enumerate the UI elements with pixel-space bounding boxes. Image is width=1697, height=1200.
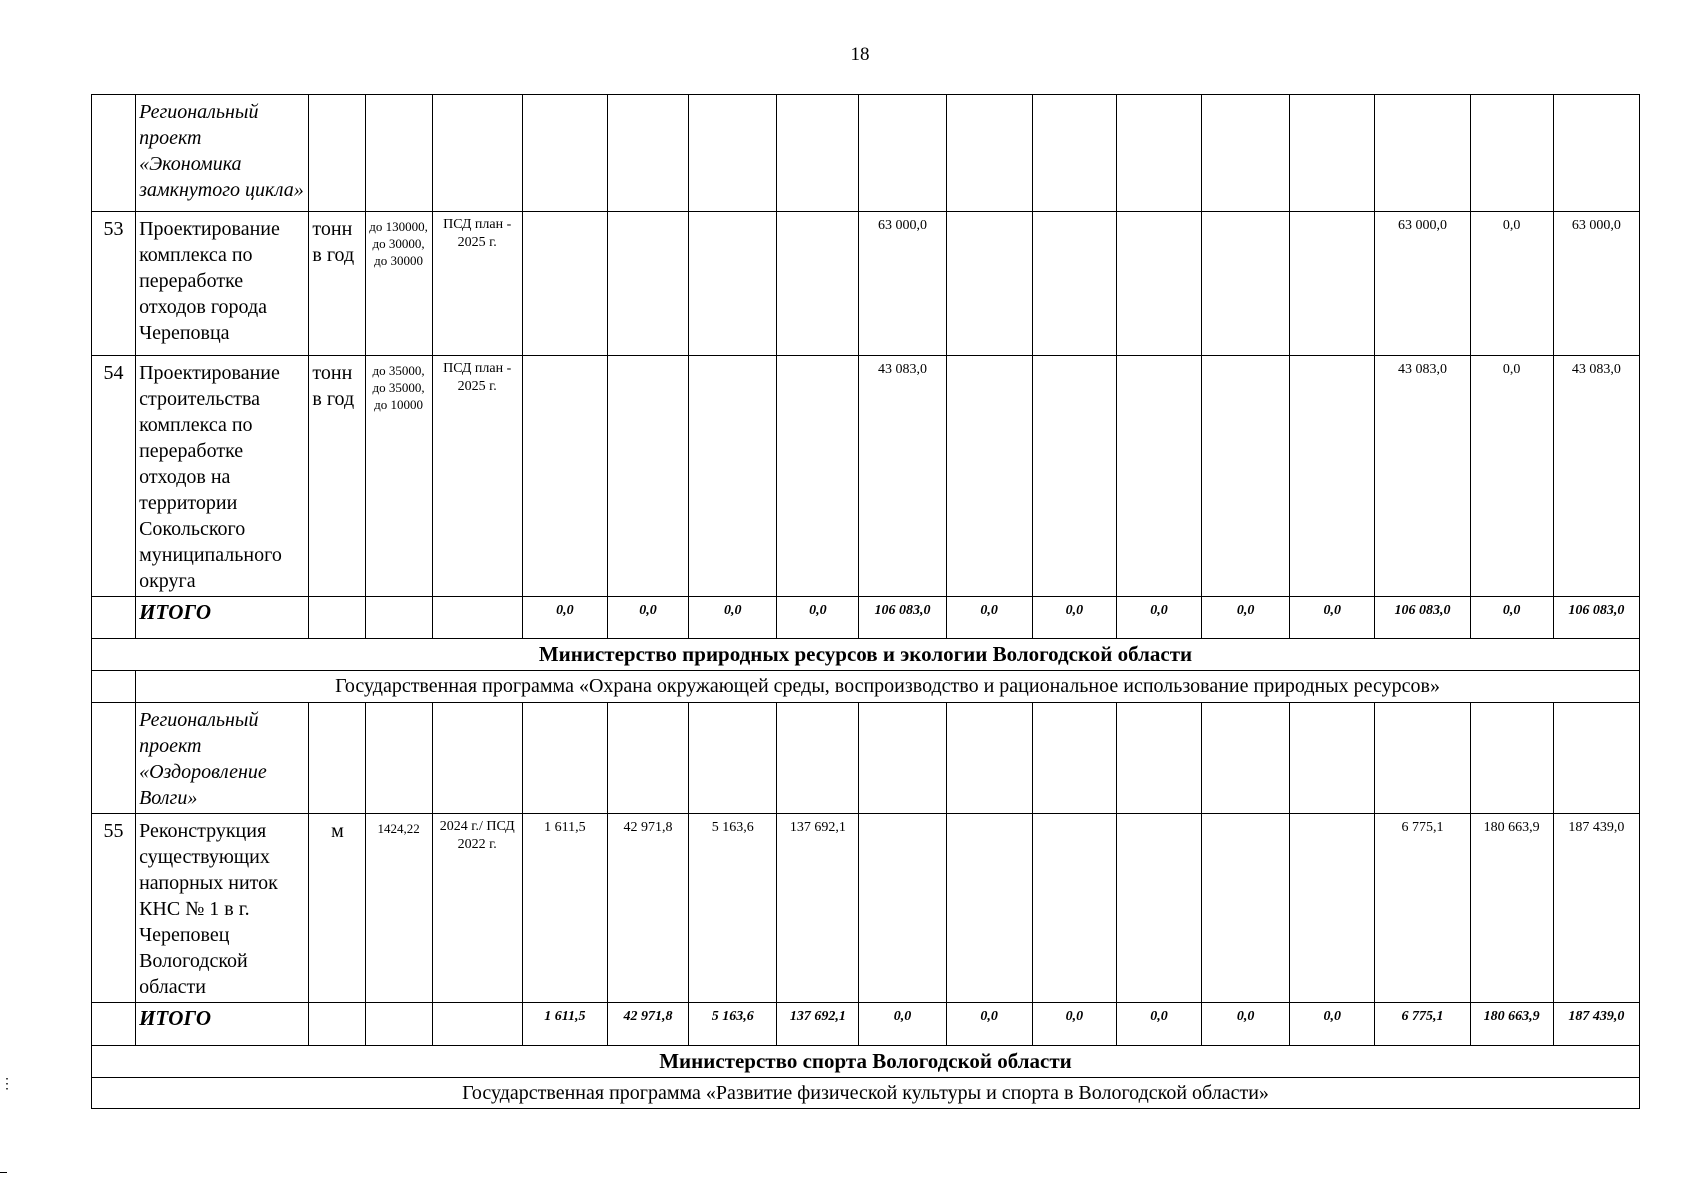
total-value: 187 439,0: [1553, 1003, 1639, 1046]
section-row: [92, 671, 1640, 703]
value-cell: 43 083,0: [1553, 356, 1639, 597]
total-value: 0,0: [1116, 1003, 1201, 1046]
program-header: Государственная программа «Охрана окружающей среды, воспроизводство и рациональное использование природных ресурсов»: [136, 671, 1640, 703]
section-row: [92, 1078, 1640, 1109]
total-value: 42 971,8: [607, 1003, 688, 1046]
value-cell: 6 775,1: [1375, 814, 1470, 1003]
regional-project-label: Региональный проект «Оздоровление Волги»: [136, 703, 309, 814]
value-cell: 63 000,0: [1375, 212, 1470, 356]
total-value: 0,0: [1470, 597, 1553, 639]
row-number: 55: [92, 814, 136, 1003]
capacity-cell: до 35000, до 35000, до 10000: [365, 356, 432, 597]
total-value: 0,0: [946, 1003, 1032, 1046]
total-label: ИТОГО: [136, 1003, 309, 1046]
margin-dash: [0, 1172, 7, 1173]
value-cell: 5 163,6: [689, 814, 777, 1003]
object-name: Проектирование строительства комплекса по переработке отходов на территории Сокольского муниципального округа: [136, 356, 309, 597]
page-number: 18: [850, 44, 870, 65]
value-cell: 42 971,8: [607, 814, 688, 1003]
total-label: ИТОГО: [136, 597, 309, 639]
table-row: [92, 703, 1640, 814]
unit-cell: м: [309, 814, 365, 1003]
total-value: 5 163,6: [689, 1003, 777, 1046]
value-cell: 43 083,0: [1375, 356, 1470, 597]
total-value: 106 083,0: [1553, 597, 1639, 639]
investment-table: [91, 94, 1640, 1109]
total-value: 0,0: [1290, 1003, 1375, 1046]
total-value: 0,0: [1202, 1003, 1290, 1046]
ministry-header: Министерство спорта Вологодской области: [92, 1046, 1640, 1078]
value-cell: 180 663,9: [1470, 814, 1553, 1003]
table-row: [92, 814, 1640, 1003]
total-value: 0,0: [946, 597, 1032, 639]
ministry-header: Министерство природных ресурсов и экологии Вологодской области: [92, 639, 1640, 671]
total-value: 180 663,9: [1470, 1003, 1553, 1046]
object-name: Проектирование комплекса по переработке отходов города Череповца: [136, 212, 309, 356]
total-row: [92, 1003, 1640, 1046]
value-cell: 63 000,0: [1553, 212, 1639, 356]
object-name: Реконструкция существующих напорных ниток КНС № 1 в г. Череповец Вологодской области: [136, 814, 309, 1003]
unit-cell: тонн в год: [309, 356, 365, 597]
value-cell: 187 439,0: [1553, 814, 1639, 1003]
total-value: 0,0: [1116, 597, 1201, 639]
row-number: 53: [92, 212, 136, 356]
total-value: 0,0: [1202, 597, 1290, 639]
total-value: 106 083,0: [859, 597, 946, 639]
total-value: 0,0: [1032, 597, 1116, 639]
program-header: Государственная программа «Развитие физической культуры и спорта в Вологодской области»: [92, 1078, 1640, 1109]
value-cell: 63 000,0: [859, 212, 946, 356]
total-value: 0,0: [689, 597, 777, 639]
term-cell: 2024 г./ ПСД 2022 г.: [432, 814, 522, 1003]
margin-marks: ⋮: [0, 1077, 14, 1092]
row-number: 54: [92, 356, 136, 597]
total-value: 0,0: [859, 1003, 946, 1046]
term-cell: ПСД план - 2025 г.: [432, 212, 522, 356]
table-row: [92, 356, 1640, 597]
regional-project-label: Региональный проект «Экономика замкнутого цикла»: [136, 95, 309, 212]
value-cell: 0,0: [1470, 356, 1553, 597]
section-row: [92, 1046, 1640, 1078]
total-value: 0,0: [607, 597, 688, 639]
value-cell: 1 611,5: [522, 814, 607, 1003]
total-value: 106 083,0: [1375, 597, 1470, 639]
total-value: 0,0: [522, 597, 607, 639]
table-row: [92, 95, 1640, 212]
total-value: 0,0: [1032, 1003, 1116, 1046]
capacity-cell: до 130000, до 30000, до 30000: [365, 212, 432, 356]
total-value: 137 692,1: [777, 1003, 859, 1046]
term-cell: ПСД план - 2025 г.: [432, 356, 522, 597]
total-value: 1 611,5: [522, 1003, 607, 1046]
total-value: 0,0: [777, 597, 859, 639]
total-value: 0,0: [1290, 597, 1375, 639]
total-row: [92, 597, 1640, 639]
value-cell: 43 083,0: [859, 356, 946, 597]
table-row: [92, 212, 1640, 356]
capacity-cell: 1424,22: [365, 814, 432, 1003]
unit-cell: тонн в год: [309, 212, 365, 356]
section-row: [92, 639, 1640, 671]
value-cell: 0,0: [1470, 212, 1553, 356]
value-cell: 137 692,1: [777, 814, 859, 1003]
total-value: 6 775,1: [1375, 1003, 1470, 1046]
